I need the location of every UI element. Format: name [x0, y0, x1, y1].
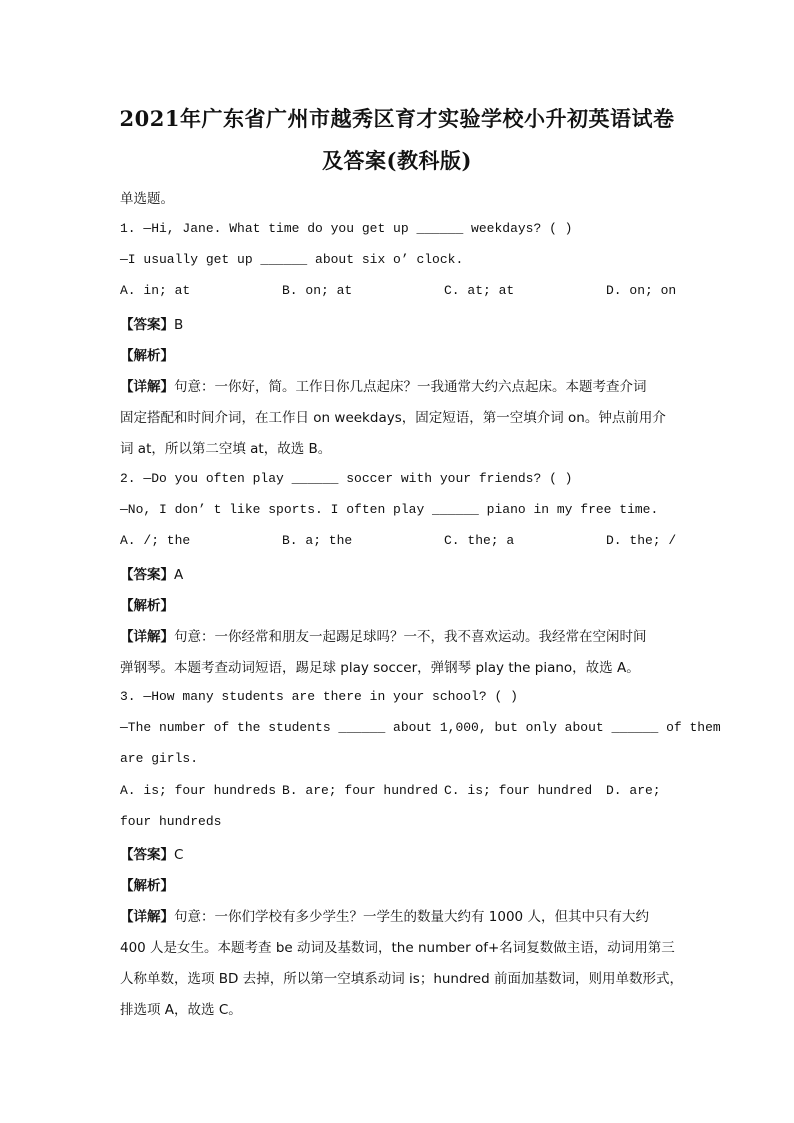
question-3-option-d-wrap: four hundreds: [120, 814, 222, 829]
question-3-response-cont: are girls.: [120, 751, 199, 766]
answer-tag: 【答案】: [120, 847, 174, 863]
answer-value: B: [174, 317, 184, 333]
question-3-option-c: C. is; four hundred: [444, 783, 593, 798]
question-2-option-c: C. the; a: [444, 533, 515, 548]
question-2-option-a: A. /; the: [120, 533, 191, 548]
answer-tag: 【答案】: [120, 317, 174, 333]
question-1-stem: 1. —Hi, Jane. What time do you get up ______ weekdays? ( ): [120, 221, 573, 236]
question-2-answer: [120, 563, 183, 583]
detail-text: 句意：一你好，简。工作日你几点起床？一我通常大约六点起床。本题考查介词: [174, 379, 647, 395]
question-1-option-b: B. on; at: [282, 283, 353, 298]
question-3-analysis-tag: 【解析】: [120, 878, 174, 894]
question-2-response: —No, I don’ t like sports. I often play ______ piano in my free time.: [120, 502, 659, 517]
question-1-analysis-tag: 【解析】: [120, 348, 174, 364]
question-3-detail-line4: 排选项 A，故选 C。: [120, 1002, 242, 1018]
question-2-analysis-tag: 【解析】: [120, 598, 174, 614]
question-3-answer: [120, 843, 183, 863]
question-3-stem: 3. —How many students are there in your school? ( ): [120, 689, 518, 704]
detail-text: 句意：一你经常和朋友一起踢足球吗？一不，我不喜欢运动。我经常在空闲时间: [174, 629, 647, 645]
question-2-option-b: B. a; the: [282, 533, 353, 548]
question-1-answer: [120, 313, 183, 333]
document-title-line2: 及答案(教科版): [322, 148, 472, 173]
answer-tag: 【答案】: [120, 567, 174, 583]
question-1-response: —I usually get up ______ about six o’ clock.: [120, 252, 464, 267]
question-3-option-a: A. is; four hundreds: [120, 783, 277, 798]
detail-text: 句意：一你们学校有多少学生？一学生的数量大约有 1000 人，但其中只有大约: [174, 909, 649, 925]
question-1-detail-line1: [120, 375, 647, 395]
answer-value: A: [174, 567, 184, 583]
detail-tag: 【详解】: [120, 379, 174, 395]
question-1-option-c: C. at; at: [444, 283, 515, 298]
question-2-detail-line1: [120, 625, 647, 645]
detail-tag: 【详解】: [120, 629, 174, 645]
answer-value: C: [174, 847, 184, 863]
question-1-option-a: A. in; at: [120, 283, 191, 298]
question-1-detail-line3: 词 at，所以第二空填 at，故选 B。: [120, 441, 332, 457]
question-3-option-d: D. are;: [606, 783, 661, 798]
document-title-line1: 2021年广东省广州市越秀区育才实验学校小升初英语试卷: [119, 106, 675, 131]
question-3-detail-line3: 人称单数，选项 BD 去掉，所以第一空填系动词 is；hundred 前面加基数词，则用单数形式，: [120, 971, 683, 987]
question-2-detail-line2: 弹钢琴。本题考查动词短语，踢足球 play soccer，弹钢琴 play the piano，故选 A。: [120, 660, 640, 676]
section-heading: 单选题。: [120, 191, 174, 207]
question-1-option-d: D. on; on: [606, 283, 677, 298]
question-3-response: —The number of the students ______ about 1,000, but only about ______ of them: [120, 720, 721, 735]
detail-tag: 【详解】: [120, 909, 174, 925]
question-1-detail-line2: 固定搭配和时间介词，在工作日 on weekdays，固定短语，第一空填介词 on。钟点前用介: [120, 410, 666, 426]
question-2-option-d: D. the; /: [606, 533, 677, 548]
question-2-stem: 2. —Do you often play ______ soccer with your friends? ( ): [120, 471, 573, 486]
question-3-option-b: B. are; four hundred: [282, 783, 439, 798]
question-3-detail-line2: 400 人是女生。本题考查 be 动词及基数词，the number of+名词复数做主语，动词用第三: [120, 940, 675, 956]
question-3-detail-line1: [120, 905, 649, 925]
